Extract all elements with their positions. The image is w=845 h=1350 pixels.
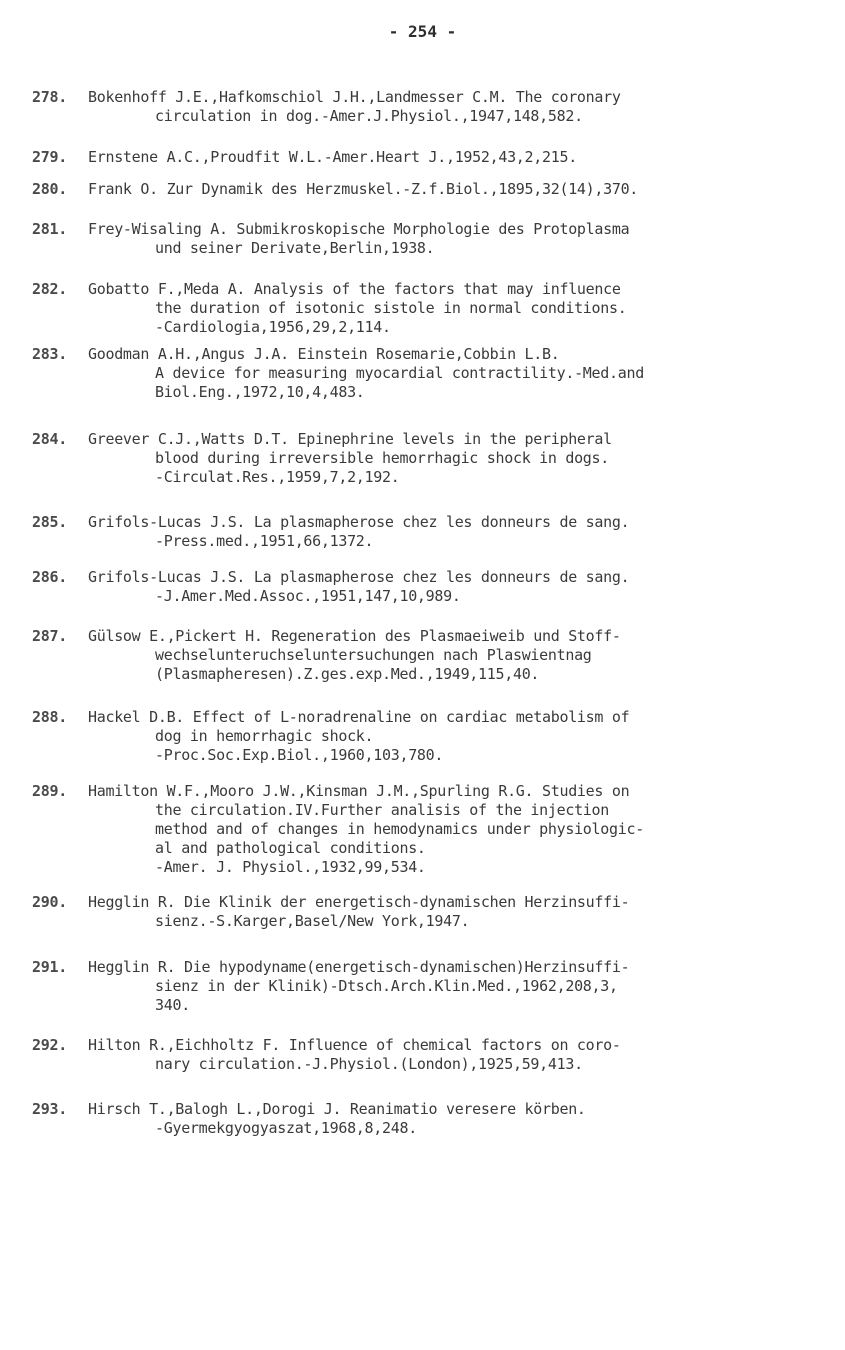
reference-line: Hackel D.B. Effect of L-noradrenaline on cardiac metabolism of — [88, 708, 630, 726]
reference-line: Frank O. Zur Dynamik des Herzmuskel.-Z.f.Biol.,1895,32(14),370. — [88, 180, 639, 198]
reference-entry — [32, 430, 612, 487]
reference-entry — [32, 1036, 621, 1074]
reference-entry — [32, 708, 629, 765]
reference-line: the duration of isotonic sistole in normal conditions. — [155, 299, 627, 317]
reference-text — [88, 708, 629, 765]
reference-number: 280. — [32, 180, 67, 198]
reference-number: 288. — [32, 708, 67, 726]
reference-line: Grifols-Lucas J.S. La plasmapherose chez les donneurs de sang. — [88, 568, 630, 586]
reference-entry — [32, 958, 629, 1015]
reference-text — [88, 220, 629, 258]
reference-line: -Circulat.Res.,1959,7,2,192. — [155, 468, 400, 486]
reference-line: Bokenhoff J.E.,Hafkomschiol J.H.,Landmesser C.M. The coronary — [88, 88, 621, 106]
reference-text — [88, 430, 612, 487]
reference-line: (Plasmapheresen).Z.ges.exp.Med.,1949,115,40. — [155, 665, 540, 683]
reference-line: Ernstene A.C.,Proudfit W.L.-Amer.Heart J.,1952,43,2,215. — [88, 148, 577, 166]
reference-number: 292. — [32, 1036, 67, 1054]
reference-line: sienz.-S.Karger,Basel/New York,1947. — [155, 912, 470, 930]
reference-text — [88, 782, 644, 877]
reference-entry — [32, 893, 629, 931]
reference-text — [88, 1036, 621, 1074]
reference-entry — [32, 88, 621, 126]
reference-entry — [32, 180, 638, 199]
reference-number: 293. — [32, 1100, 67, 1118]
reference-text — [88, 627, 621, 684]
reference-entry — [32, 568, 629, 606]
reference-text — [88, 88, 621, 126]
reference-text — [88, 1100, 586, 1138]
reference-line: Hilton R.,Eichholtz F. Influence of chemical factors on coro- — [88, 1036, 621, 1054]
reference-number: 283. — [32, 345, 67, 363]
reference-text — [88, 893, 629, 931]
reference-line: method and of changes in hemodynamics under physiologic- — [155, 820, 644, 838]
reference-number: 291. — [32, 958, 67, 976]
reference-line: circulation in dog.-Amer.J.Physiol.,1947,148,582. — [155, 107, 583, 125]
reference-line: Frey-Wisaling A. Submikroskopische Morphologie des Protoplasma — [88, 220, 630, 238]
reference-number: 285. — [32, 513, 67, 531]
reference-text — [88, 513, 629, 551]
reference-line: the circulation.IV.Further analisis of the injection — [155, 801, 610, 819]
reference-number: 279. — [32, 148, 67, 166]
reference-line: und seiner Derivate,Berlin,1938. — [155, 239, 435, 257]
reference-line: -Proc.Soc.Exp.Biol.,1960,103,780. — [155, 746, 444, 764]
page-number: - 254 - — [388, 22, 457, 41]
reference-line: Grifols-Lucas J.S. La plasmapherose chez les donneurs de sang. — [88, 513, 630, 531]
reference-number: 289. — [32, 782, 67, 800]
reference-entry — [32, 220, 629, 258]
reference-entry — [32, 782, 644, 877]
reference-number: 287. — [32, 627, 67, 645]
reference-line: al and pathological conditions. — [155, 839, 426, 857]
reference-entry — [32, 513, 629, 551]
reference-number: 282. — [32, 280, 67, 298]
reference-text — [88, 568, 629, 606]
reference-number: 284. — [32, 430, 67, 448]
reference-line: Greever C.J.,Watts D.T. Epinephrine levels in the peripheral — [88, 430, 612, 448]
reference-line: Biol.Eng.,1972,10,4,483. — [155, 383, 365, 401]
reference-line: Hamilton W.F.,Mooro J.W.,Kinsman J.M.,Spurling R.G. Studies on — [88, 782, 630, 800]
reference-number: 286. — [32, 568, 67, 586]
reference-entry — [32, 627, 621, 684]
reference-line: blood during irreversible hemorrhagic shock in dogs. — [155, 449, 610, 467]
reference-entry — [32, 280, 626, 337]
reference-line: Hirsch T.,Balogh L.,Dorogi J. Reanimatio veresere körben. — [88, 1100, 586, 1118]
reference-line: nary circulation.-J.Physiol.(London),1925,59,413. — [155, 1055, 583, 1073]
reference-line: wechselunteruchseluntersuchungen nach Plaswientnag — [155, 646, 592, 664]
reference-line: A device for measuring myocardial contractility.-Med.and — [155, 364, 644, 382]
reference-text — [88, 345, 644, 402]
reference-entry — [32, 1100, 586, 1138]
reference-line: -Amer. J. Physiol.,1932,99,534. — [155, 858, 426, 876]
reference-number: 281. — [32, 220, 67, 238]
reference-line: -Gyermekgyogyaszat,1968,8,248. — [155, 1119, 417, 1137]
reference-line: -Press.med.,1951,66,1372. — [155, 532, 374, 550]
reference-line: Hegglin R. Die hypodyname(energetisch-dynamischen)Herzinsuffi- — [88, 958, 630, 976]
reference-text — [88, 958, 629, 1015]
reference-line: Hegglin R. Die Klinik der energetisch-dynamischen Herzinsuffi- — [88, 893, 630, 911]
reference-text — [88, 280, 626, 337]
reference-number: 290. — [32, 893, 67, 911]
reference-text — [88, 180, 638, 199]
reference-line: Goodman A.H.,Angus J.A. Einstein Rosemarie,Cobbin L.B. — [88, 345, 560, 363]
reference-entry — [32, 345, 644, 402]
reference-line: Gobatto F.,Meda A. Analysis of the factors that may influence — [88, 280, 621, 298]
reference-entry — [32, 148, 577, 167]
reference-line: -J.Amer.Med.Assoc.,1951,147,10,989. — [155, 587, 461, 605]
reference-line: sienz in der Klinik)-Dtsch.Arch.Klin.Med.,1962,208,3, — [155, 977, 618, 995]
reference-line: dog in hemorrhagic shock. — [155, 727, 374, 745]
reference-line: -Cardiologia,1956,29,2,114. — [155, 318, 391, 336]
reference-text — [88, 148, 577, 167]
reference-line: Gülsow E.,Pickert H. Regeneration des Plasmaeiweib und Stoff- — [88, 627, 621, 645]
reference-number: 278. — [32, 88, 67, 106]
reference-line: 340. — [155, 996, 190, 1014]
